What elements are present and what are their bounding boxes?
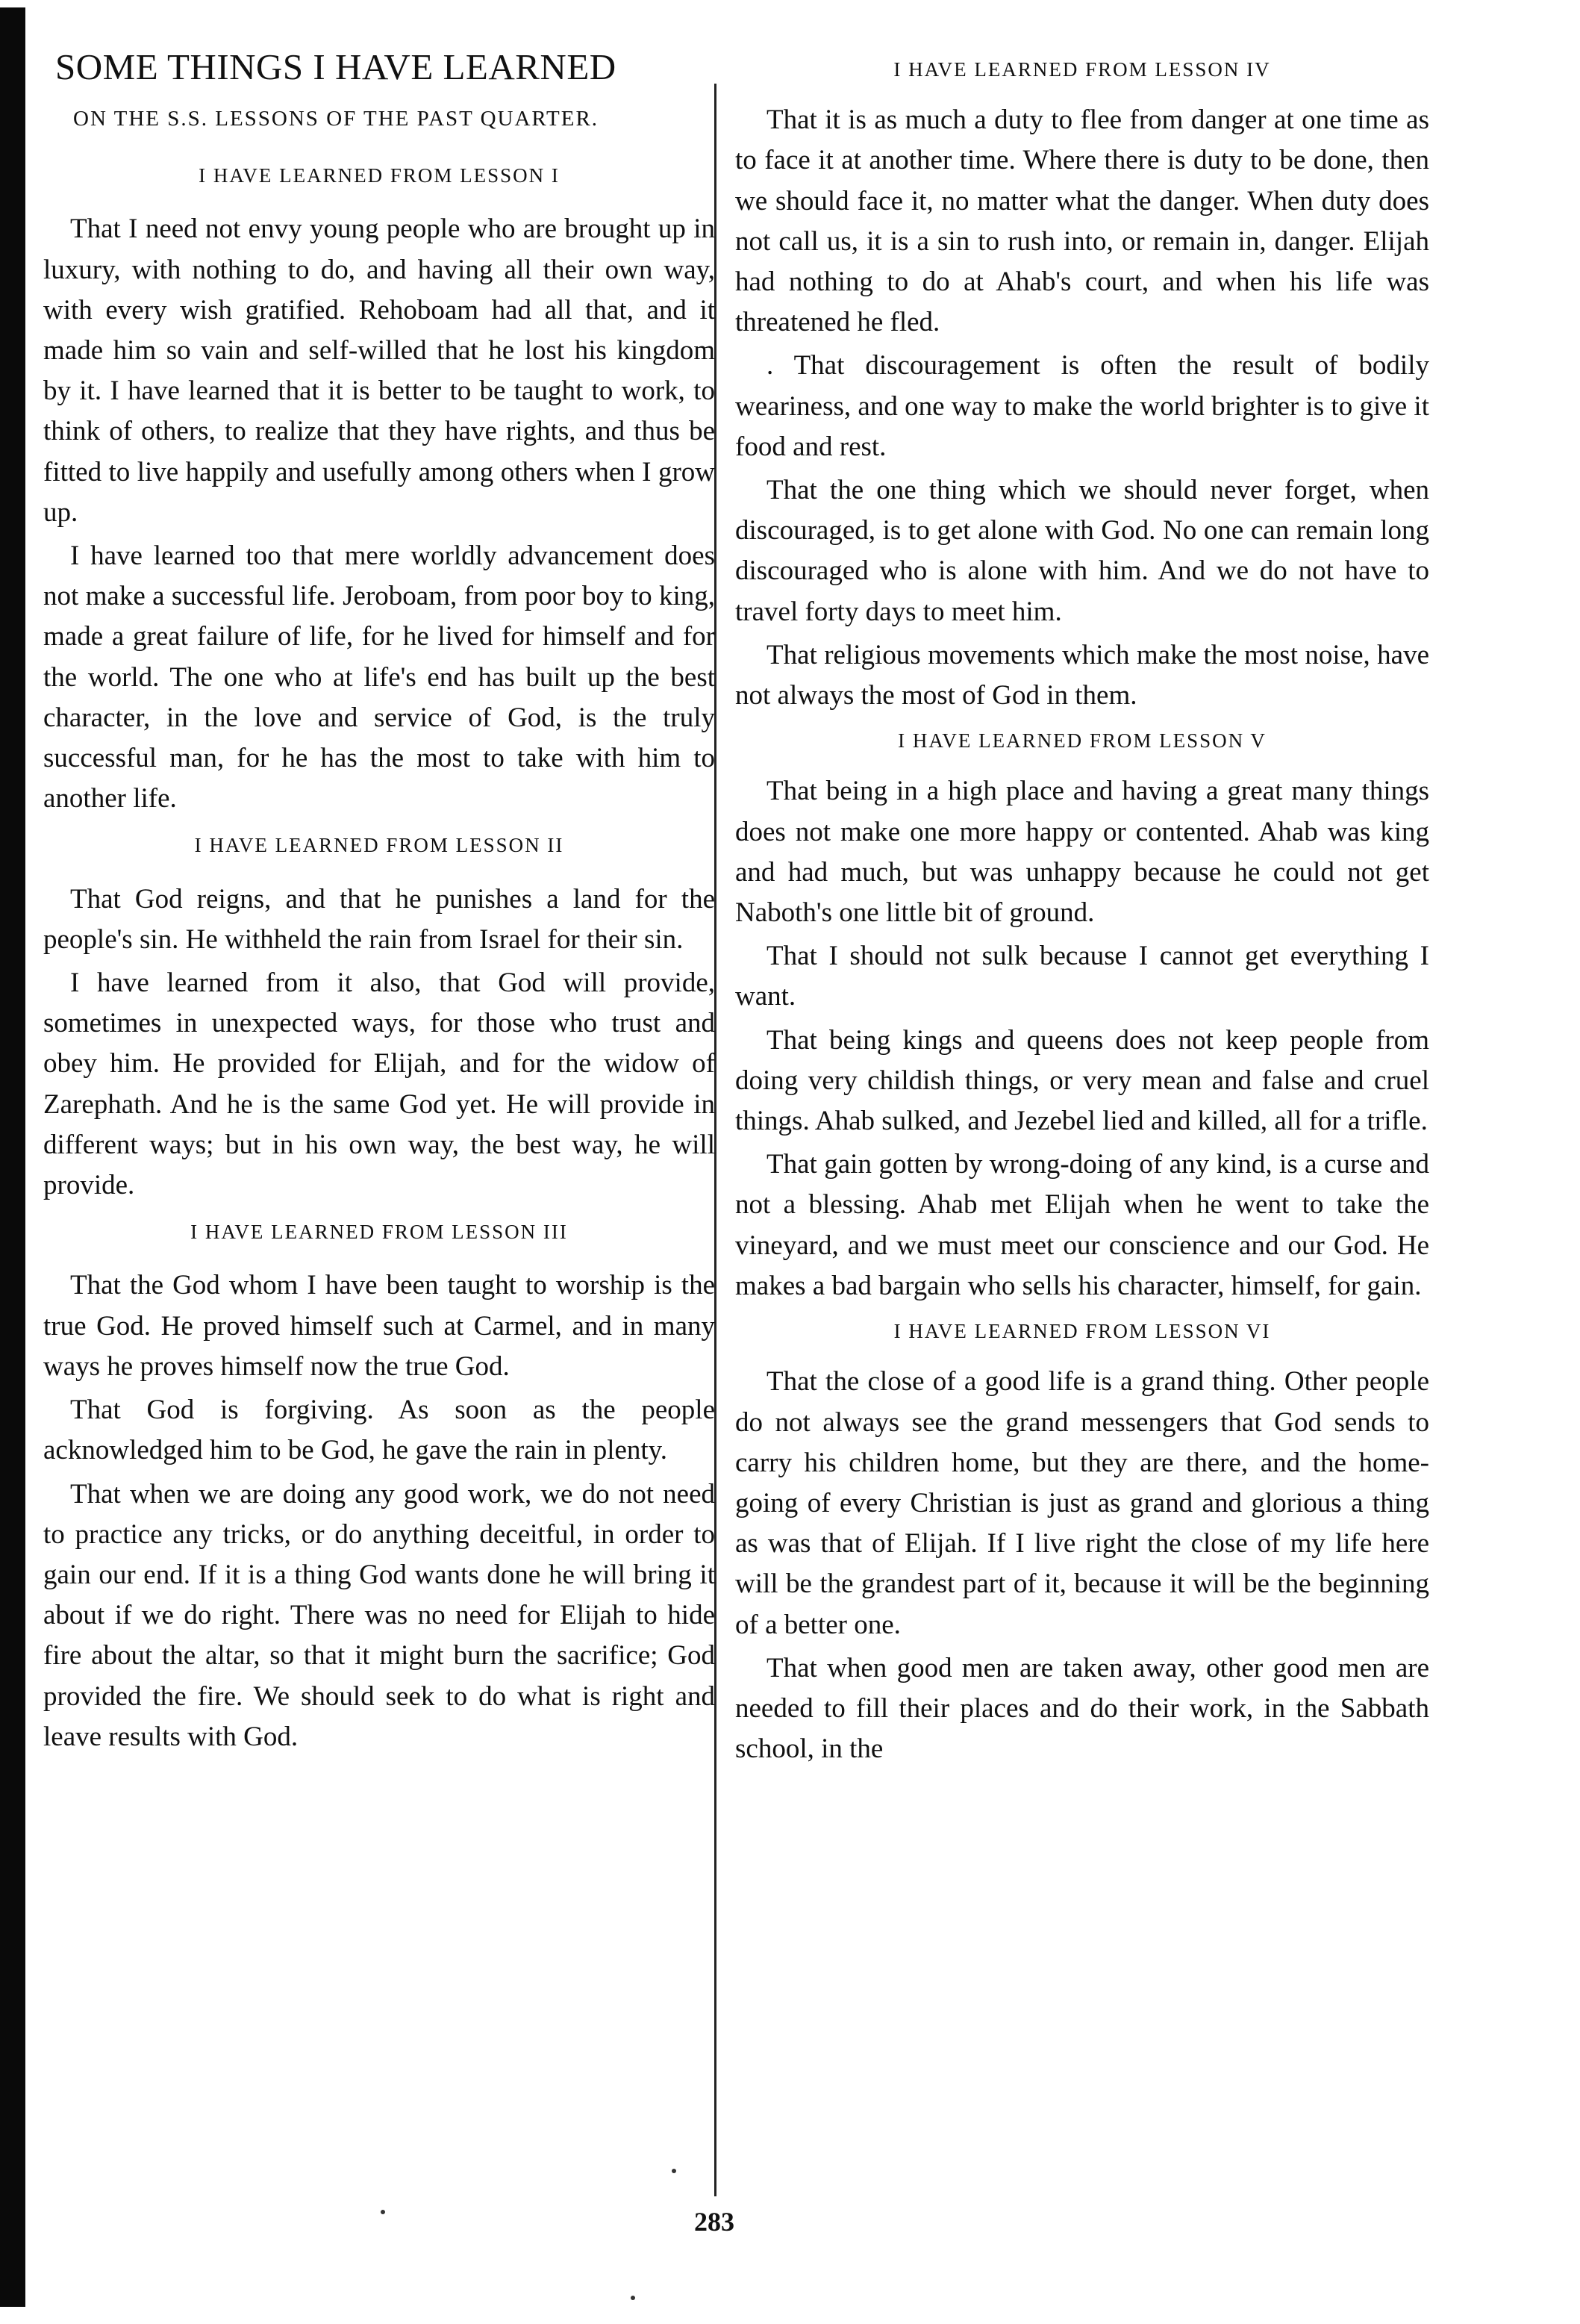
- lesson-3-paragraph: That the God whom I have been taught to worship is the true God. He proved himself such at Carmel, and in many ways he proves himself now the true God.: [43, 1270, 715, 1382]
- lesson-1-paragraph: I have learned too that mere worldly advancement does not make a successful life. Jeroboam, from poor boy to king, made a great failure of life, for he lived for himself and for the world. The one who at life's end has built up the best character, in the love and service of God, is the truly successful man, for he has the most to take with him to another life.: [43, 540, 715, 814]
- lesson-5-paragraph: That being kings and queens does not keep people from doing very childish things, or very mean and false and cruel things. Ahab sulked, and Jezebel lied and killed, all for a trifle.: [735, 1024, 1429, 1137]
- lesson-2-heading: I HAVE LEARNED FROM LESSON II: [194, 834, 564, 857]
- book-binding-shadow: [0, 7, 25, 2307]
- lesson-1-paragraph: That I need not envy young people who are brought up in luxury, with nothing to do, and having all their own way, with every wish gratified. Rehoboam had all that, and it made him so vain and self-willed that he lost his kingdom by it. I have learned that it is better to be taught to work, to think of others, to realize that they have rights, and thus be fitted to live happily and usefully among others when I grow up.: [43, 214, 715, 528]
- lesson-4-section: [735, 49, 1429, 716]
- lesson-3-paragraph: That when we are doing any good work, we do not need to practice any tricks, or do anything deceitful, in order to gain our end. If it is a thing God wants done he will bring it about if we do right. There was no need for Elijah to hide fire about the altar, so that it might burn the sacrifice; God provided the fire. We should seek to do what is right and leave results with God.: [43, 1478, 715, 1752]
- lesson-4-paragraph: That religious movements which make the most noise, have not always the most of God in them.: [735, 639, 1429, 711]
- lesson-6-section: [735, 1311, 1429, 1769]
- lesson-5-paragraph: That gain gotten by wrong-doing of any kind, is a curse and not a blessing. Ahab met Elijah when he went to take the vineyard, and we must meet our conscience and our God. He makes a bad bargain who sells his character, himself, for gain.: [735, 1149, 1429, 1301]
- lesson-3-heading: I HAVE LEARNED FROM LESSON III: [190, 1221, 568, 1244]
- right-column: [735, 45, 1429, 1772]
- article-subtitle: ON THE S.S. LESSONS OF THE PAST QUARTER.: [73, 107, 599, 131]
- print-speck: [631, 2296, 635, 2300]
- lesson-2-paragraph: I have learned from it also, that God will provide, sometimes in unexpected ways, for those who trust and obey him. He provided for Elijah, and for the widow of Zarephath. And he is the same God yet. He will provide in different ways; but in his own way, the best way, he will provide.: [43, 968, 715, 1201]
- lesson-5-paragraph: That I should not sulk because I cannot get everything I want.: [735, 941, 1429, 1012]
- lesson-3-paragraph: That God is forgiving. As soon as the people acknowledged him to be God, he gave the rain in plenty.: [43, 1395, 715, 1466]
- lesson-2-section: [43, 825, 715, 1206]
- lesson-2-paragraph: That God reigns, and that he punishes a land for the people's sin. He withheld the rain from Israel for their sin.: [43, 883, 715, 955]
- lesson-5-section: [735, 720, 1429, 1306]
- lesson-6-heading: I HAVE LEARNED FROM LESSON VI: [893, 1320, 1271, 1343]
- lesson-4-paragraph: That the one thing which we should never forget, when discouraged, is to get alone with God. No one can remain long discouraged who is alone with him. And we do not have to travel forty days to meet him.: [735, 475, 1429, 627]
- lesson-1-heading: I HAVE LEARNED FROM LESSON I: [199, 164, 560, 187]
- lesson-4-paragraph: . That discouragement is often the result of bodily weariness, and one way to make the world brighter is to give it food and rest.: [735, 350, 1429, 462]
- article-title: SOME THINGS I HAVE LEARNED: [55, 46, 616, 87]
- lesson-6-paragraph: That the close of a good life is a grand thing. Other people do not always see the grand messengers that God sends to carry his children home, but they are there, and the home-going of every Christian is just as grand and glorious a thing as was that of Elijah. If I live right the close of my life here will be the grandest part of it, because it will be the beginning of a better one.: [735, 1366, 1429, 1640]
- lesson-5-paragraph: That being in a high place and having a great many things does not make one more happy or contented. Ahab was king and had much, but was unhappy because he could not get Naboth's one little bit of ground.: [735, 776, 1429, 929]
- left-column: [43, 45, 715, 1760]
- print-speck: [381, 2210, 385, 2214]
- page-number: 283: [694, 2207, 734, 2237]
- lesson-4-heading: I HAVE LEARNED FROM LESSON IV: [893, 58, 1271, 81]
- lesson-5-heading: I HAVE LEARNED FROM LESSON V: [898, 729, 1267, 753]
- lesson-1-section: [43, 155, 715, 819]
- print-speck: [672, 2169, 676, 2173]
- lesson-3-section: [43, 1212, 715, 1757]
- lesson-6-paragraph: That when good men are taken away, other good men are needed to fill their places and do their work, in the Sabbath school, in the: [735, 1652, 1429, 1765]
- lesson-4-paragraph: That it is as much a duty to flee from danger at one time as to face it at another time. Where there is duty to be done, then we should face it, no matter what the danger. When duty does not call us, it is a sin to rush into, or remain in, danger. Elijah had nothing to do at Ahab's court, and when his life was threatened he fled.: [735, 105, 1429, 338]
